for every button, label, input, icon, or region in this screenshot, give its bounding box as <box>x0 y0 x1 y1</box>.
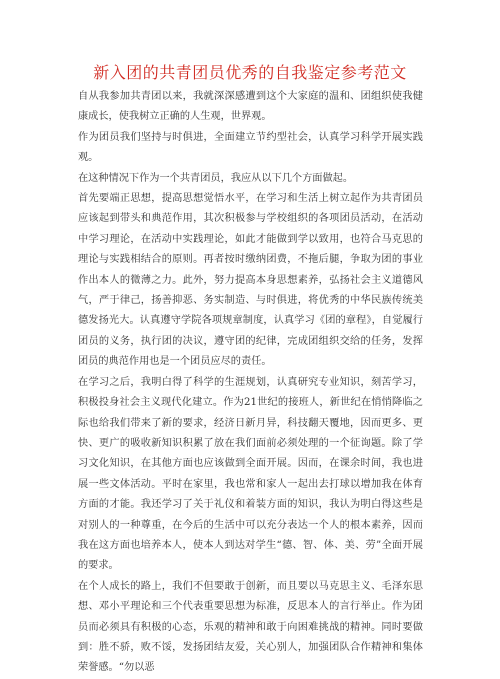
paragraph-study: 在学习之后，我明白得了科学的生涯规划，认真研究专业知识，刻苦学习，积极投身社会主义现代化建立。作为21世纪的接班人，新世纪在悄悄降临之际也给我们带来了新的要求，经济日新月异，科技翻天覆地，因而更多、更快、更广的吸收新知识积累了放在我们面前必须处理的一个征询题。除了学习文化知识，在其他方面也应该做到全面开展。因而，在课余时间，我也进展一些文体活动。平时在家里，我也常和家人一起出去打球以增加我在体育方面的才能。我还学习了关于礼仪和着装方面的知识，我认为明白得这些是对别人的一种尊重，在今后的生活中可以充分表达一个人的根本素养，因而我在这方面也培养本人，使本人到达对学生“德、智、体、美、劳”全面开展的要求。 <box>78 376 423 572</box>
paragraph-intro: 自从我参加共青团以来，我就深深感遭到这个大家庭的温和、团组织使我健康成长，使我树立正确的人生观，世界观。 <box>78 91 423 123</box>
paragraph-growth: 在个人成长的路上，我们不但要敢于创新，而且要以马克思主义、毛泽东思想、邓小平理论和三个代表重要思想为标准，反思本人的言行举止。作为团员而必须具有积极的心态，乐观的精神和敢于向困难挑战的精神。同时要做到：胜不骄，败不馁，发扬团结友爱，关心别人，加强团队合作精神和集体荣誉感。“勿以恶 <box>78 580 423 674</box>
document-body <box>78 87 423 679</box>
paragraph-principle: 作为团员我们坚持与时俱进，全面建立节约型社会，认真学习科学开展实践观。 <box>78 131 423 164</box>
document-title: 新入团的共青团员优秀的自我鉴定参考范文 <box>93 63 407 82</box>
paragraph-thought: 首先要端正思想，提高思想觉悟水平，在学习和生活上树立起作为共青团员应该起到带头和典范作用，其次积极参与学校组织的各项团员活动，在活动中学习理论，在活动中实践理论，如此才能做到学以致用，也符合马克思的理论与实践相结合的原则。再者按时缴纳团费，不拖后腿，争取为团的事业作出本人的微薄之力。此外，努力提高本身思想素养，弘扬社会主义道德风气，严于律己，扬善抑恶、务实制造、与时俱进，将优秀的中华民族传统美德发扬光大。认真遵守学院各项规章制度，认真学习《团的章程》，自觉履行团员的义务，执行团的决议，遵守团的纪律，完成团组织交给的任务，发挥团员的典范作用也是一个团员应尽的责任。 <box>78 193 423 368</box>
paragraph-transition: 在这种情况下作为一个共青团员，我应从以下几个方面做起。 <box>78 172 354 184</box>
